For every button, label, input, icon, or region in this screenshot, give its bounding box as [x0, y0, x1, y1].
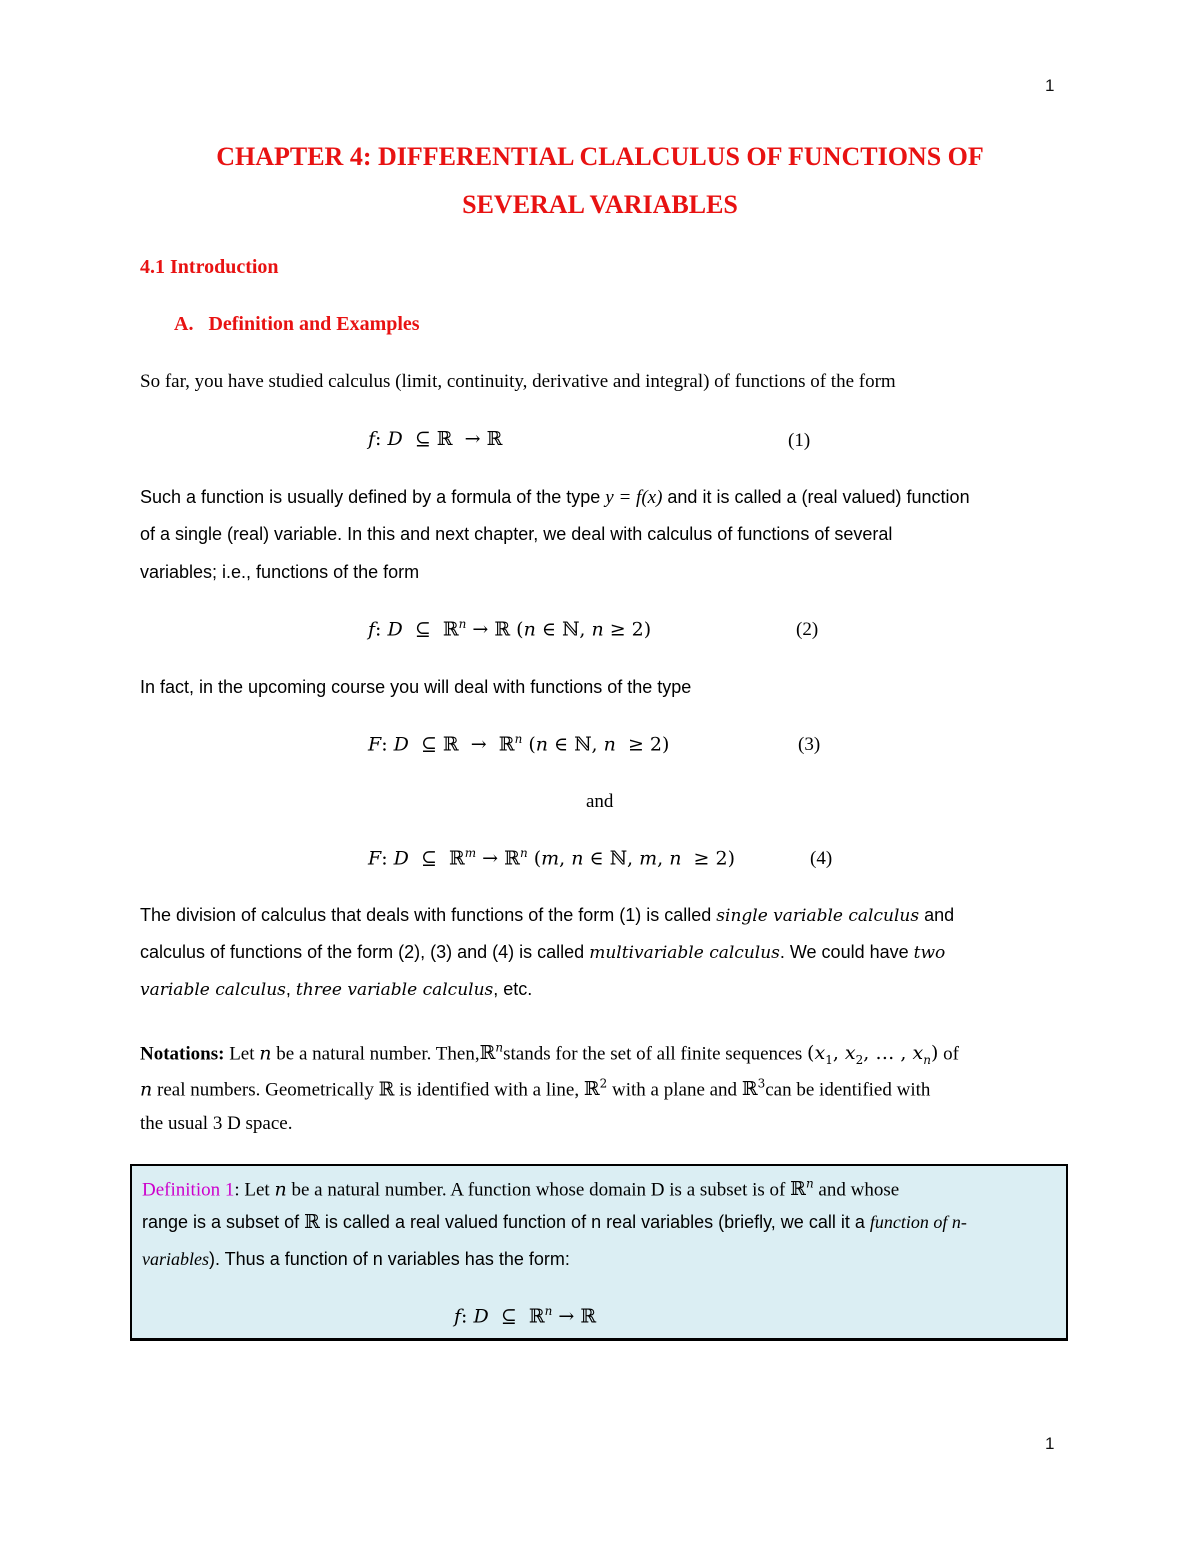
- p2-line3: variables; i.e., functions of the form: [140, 562, 420, 582]
- p4-l3c: , etc.: [493, 979, 533, 999]
- equation-4-number: (4): [810, 848, 833, 869]
- definition-l2b: is called a real valued function of n real variables (briefly, we call it a: [319, 1212, 870, 1232]
- definition-l3b: ). Thus a function of n variables has the form:: [209, 1249, 570, 1269]
- p4-l2a: calculus of functions of the form (2), (3) and (4) is called: [140, 942, 590, 962]
- p2-text-b: and it is called a (real valued) function: [662, 487, 970, 507]
- p4-l2b: . We could have: [779, 942, 914, 962]
- equation-3-number: (3): [798, 734, 821, 755]
- definition-line3: [142, 1247, 570, 1271]
- and-word: and: [586, 791, 614, 812]
- p4-line2: [140, 940, 945, 965]
- p4-l2em2: two: [913, 943, 946, 963]
- definition-l1a: : Let: [234, 1179, 275, 1201]
- p4-l1a: The division of calculus that deals with functions of the form (1) is called: [140, 905, 717, 925]
- p4-line3: [140, 977, 532, 1002]
- notations-l2e: can be identified with: [765, 1079, 931, 1101]
- definition-l2em: function of n-: [869, 1212, 967, 1232]
- p4-l3em: variable calculus: [140, 980, 286, 1000]
- notations-l2d: with a plane and: [607, 1079, 742, 1101]
- p2-line2: of a single (real) variable. In this and next chapter, we deal with calculus of functions of several: [140, 524, 893, 544]
- notations-l1d: of: [938, 1043, 959, 1065]
- page-number-bottom: 1: [1045, 1434, 1055, 1453]
- notations-label: Notations:: [140, 1043, 225, 1065]
- notations-line2: n real numbers. Geometrically ℝ is identified with a line, ℝ$^2$ with a plane and ℝ$^3$can be identified with: [140, 1077, 931, 1101]
- paragraph-upcoming: In fact, in the upcoming course you will deal with functions of the type: [140, 677, 692, 697]
- equation-2: f: D ⊆ ℝ$^n$ → ℝ (n ∈ ℕ, n ≥ 2): [368, 617, 652, 641]
- equation-4: F: D ⊆ ℝ$^m$ → ℝ$^n$ (m, n ∈ ℕ, m, n ≥ 2): [368, 846, 736, 870]
- p2-formula: y = f(x): [605, 487, 663, 508]
- notations-l2c: is identified with a line,: [394, 1079, 584, 1101]
- equation-2-number: (2): [796, 619, 819, 640]
- definition-l2a: range is a subset of: [142, 1212, 305, 1232]
- notations-line1: Notations: Let n be a natural number. Then,ℝ$^n$stands for the set of all finite sequences ($x_1$, $x_2$, … , $x_n$) of: [140, 1041, 959, 1068]
- definition-line1: Definition 1: Let n be a natural number. A function whose domain D is a subset is of ℝ$^n$ and whose: [142, 1177, 900, 1201]
- equation-1-number: (1): [788, 430, 811, 451]
- p4-l3em2: three variable calculus: [295, 980, 494, 1000]
- p4-line1: [140, 903, 954, 928]
- equation-3: F: D ⊆ ℝ → ℝ$^n$ (n ∈ ℕ, n ≥ 2): [368, 732, 670, 756]
- chapter-title-line1: CHAPTER 4: DIFFERENTIAL CLALCULUS OF FUNCTIONS OF: [216, 142, 984, 171]
- p4-l2em: multivariable calculus: [589, 943, 780, 963]
- section-heading: 4.1 Introduction: [140, 256, 279, 278]
- notations-line3: the usual 3 D space.: [140, 1113, 293, 1134]
- p2-text-a: Such a function is usually defined by a formula of the type: [140, 487, 606, 507]
- notations-l2b: real numbers. Geometrically: [152, 1079, 379, 1101]
- notations-l1a: Let: [224, 1043, 260, 1065]
- definition-line2: range is a subset of ℝ is called a real valued function of n real variables (briefly, we call it a function of n-: [142, 1211, 967, 1233]
- paragraph-single-variable: [140, 485, 970, 510]
- chapter-title-line2: SEVERAL VARIABLES: [462, 190, 738, 219]
- page-number-top: 1: [1045, 76, 1055, 95]
- definition-l1c: and whose: [813, 1179, 900, 1201]
- definition-label: Definition 1: [142, 1179, 235, 1201]
- definition-l3em: variables: [142, 1249, 209, 1269]
- notations-l1b: be a natural number. Then,: [271, 1043, 480, 1065]
- definition-l1b: be a natural number. A function whose domain D is a subset is of: [286, 1179, 791, 1201]
- subsection-heading: A. Definition and Examples: [174, 313, 420, 335]
- equation-1: f: D ⊆ ℝ → ℝ: [368, 428, 503, 450]
- p4-l3b: ,: [285, 979, 296, 999]
- p4-l1b: and: [919, 905, 955, 925]
- definition-equation: f: D ⊆ ℝ$^n$ → ℝ: [454, 1304, 597, 1328]
- notations-l1c: stands for the set of all finite sequences: [503, 1043, 808, 1065]
- paragraph-intro: So far, you have studied calculus (limit, continuity, derivative and integral) of functions of the form: [140, 371, 896, 392]
- p4-l1em: single variable calculus: [716, 906, 920, 926]
